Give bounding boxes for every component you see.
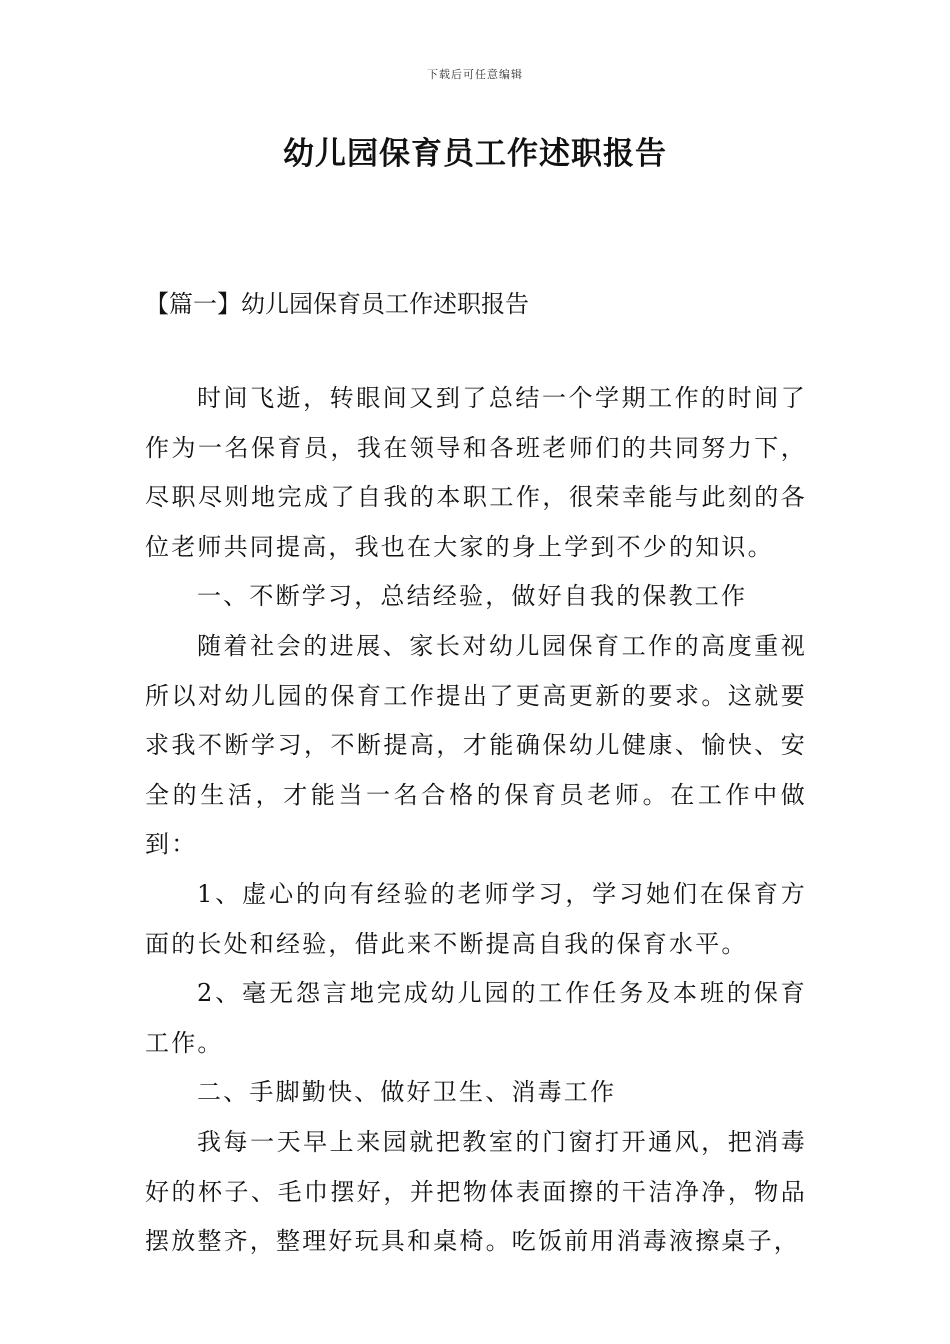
document-body (145, 374, 807, 1267)
paragraph-item-1: 1、虚心的向有经验的老师学习，学习她们在保育方面的长处和经验，借此来不断提高自我的保育水平。 (145, 879, 807, 958)
paragraph-heading-2: 二、手脚勤快、做好卫生、消毒工作 (197, 1078, 617, 1107)
paragraph-heading-1: 一、不断学习，总结经验，做好自我的保教工作 (197, 582, 748, 611)
section-heading: 【篇一】幼儿园保育员工作述职报告 (145, 290, 529, 318)
paragraph-learning: 随着社会的进展、家长对幼儿园保育工作的高度重视所以对幼儿园的保育工作提出了更高更新的要求。这就要求我不断学习，不断提高，才能确保幼儿健康、愉快、安全的生活，才能当一名合格的保育员老师。在工作中做到： (145, 631, 807, 859)
header-note: 下载后可任意编辑 (427, 68, 523, 81)
paragraph-item-2: 2、毫无怨言地完成幼儿园的工作任务及本班的保育工作。 (145, 979, 807, 1057)
paragraph-hygiene: 我每一天早上来园就把教室的门窗打开通风，把消毒好的杯子、毛巾摆好，并把物体表面擦的干洁净净，物品摆放整齐，整理好玩具和桌椅。吃饭前用消毒液擦桌子， (145, 1127, 807, 1256)
document-title: 幼儿园保育员工作述职报告 (283, 136, 667, 172)
paragraph-intro: 时间飞逝，转眼间又到了总结一个学期工作的时间了作为一名保育员，我在领导和各班老师们的共同努力下，尽职尽则地完成了自我的本职工作，很荣幸能与此刻的各位老师共同提高，我也在大家的身上学到不少的知识。 (145, 384, 807, 561)
